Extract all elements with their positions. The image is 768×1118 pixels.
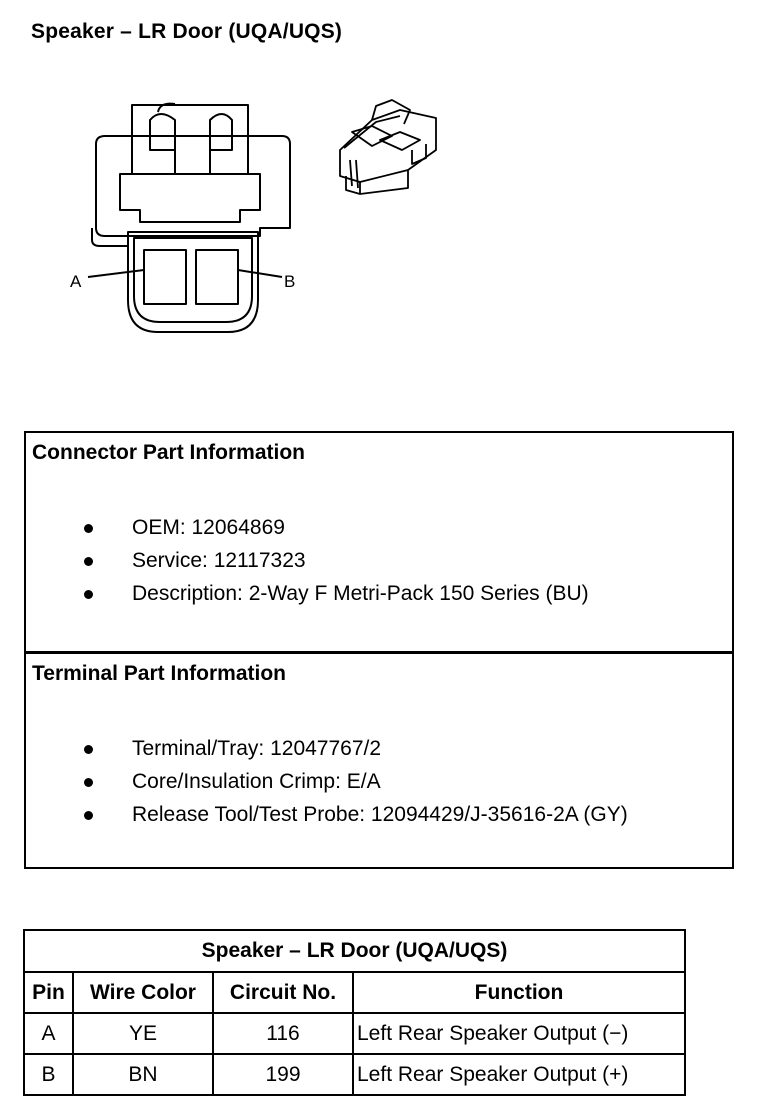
page-title: Speaker – LR Door (UQA/UQS) — [31, 20, 343, 43]
bullet-icon — [84, 778, 93, 787]
header-pin: Pin — [24, 972, 73, 1013]
connector-info-list — [26, 511, 732, 610]
header-circuit-no: Circuit No. — [213, 972, 353, 1013]
header-wire-color: Wire Color — [73, 972, 213, 1013]
list-item: Release Tool/Test Probe: 12094429/J-35616-2A (GY) — [26, 798, 732, 831]
table-header-row — [24, 972, 685, 1013]
leader-b — [238, 270, 282, 277]
connector-iso-view — [340, 100, 436, 194]
cell-circuit-no: 116 — [213, 1013, 353, 1054]
pin-a-label: A — [70, 272, 82, 291]
terminal-part-info — [26, 654, 732, 869]
list-item: Terminal/Tray: 12047767/2 — [26, 732, 732, 765]
list-item: OEM: 12064869 — [26, 511, 732, 544]
terminal-info-heading: Terminal Part Information — [32, 662, 286, 685]
cell-wire-color: YE — [73, 1013, 213, 1054]
bullet-icon — [84, 590, 93, 599]
cell-pin: A — [24, 1013, 73, 1054]
part-info-box — [24, 431, 734, 869]
table-row — [24, 1013, 685, 1054]
list-item: Description: 2-Way F Metri-Pack 150 Series (BU) — [26, 577, 732, 610]
table-caption: Speaker – LR Door (UQA/UQS) — [24, 930, 685, 972]
pin-b-label: B — [284, 272, 296, 291]
cell-function: Left Rear Speaker Output (−) — [353, 1013, 685, 1054]
bullet-icon — [84, 557, 93, 566]
header-function: Function — [353, 972, 685, 1013]
cell-pin: B — [24, 1054, 73, 1095]
cavity-b — [196, 250, 238, 304]
list-item: Core/Insulation Crimp: E/A — [26, 765, 732, 798]
connector-body — [120, 174, 260, 222]
connector-diagram — [0, 0, 768, 420]
cell-function: Left Rear Speaker Output (+) — [353, 1054, 685, 1095]
connector-part-info — [26, 433, 732, 654]
cavity-a — [144, 250, 186, 304]
connector-info-heading: Connector Part Information — [32, 441, 306, 464]
cell-wire-color: BN — [73, 1054, 213, 1095]
table-row — [24, 1054, 685, 1095]
list-item: Service: 12117323 — [26, 544, 732, 577]
cell-circuit-no: 199 — [213, 1054, 353, 1095]
bullet-icon — [84, 811, 93, 820]
leader-a — [88, 270, 144, 277]
bullet-icon — [84, 524, 93, 533]
pin-table — [23, 929, 686, 1096]
terminal-info-list — [26, 732, 732, 831]
bullet-icon — [84, 745, 93, 754]
